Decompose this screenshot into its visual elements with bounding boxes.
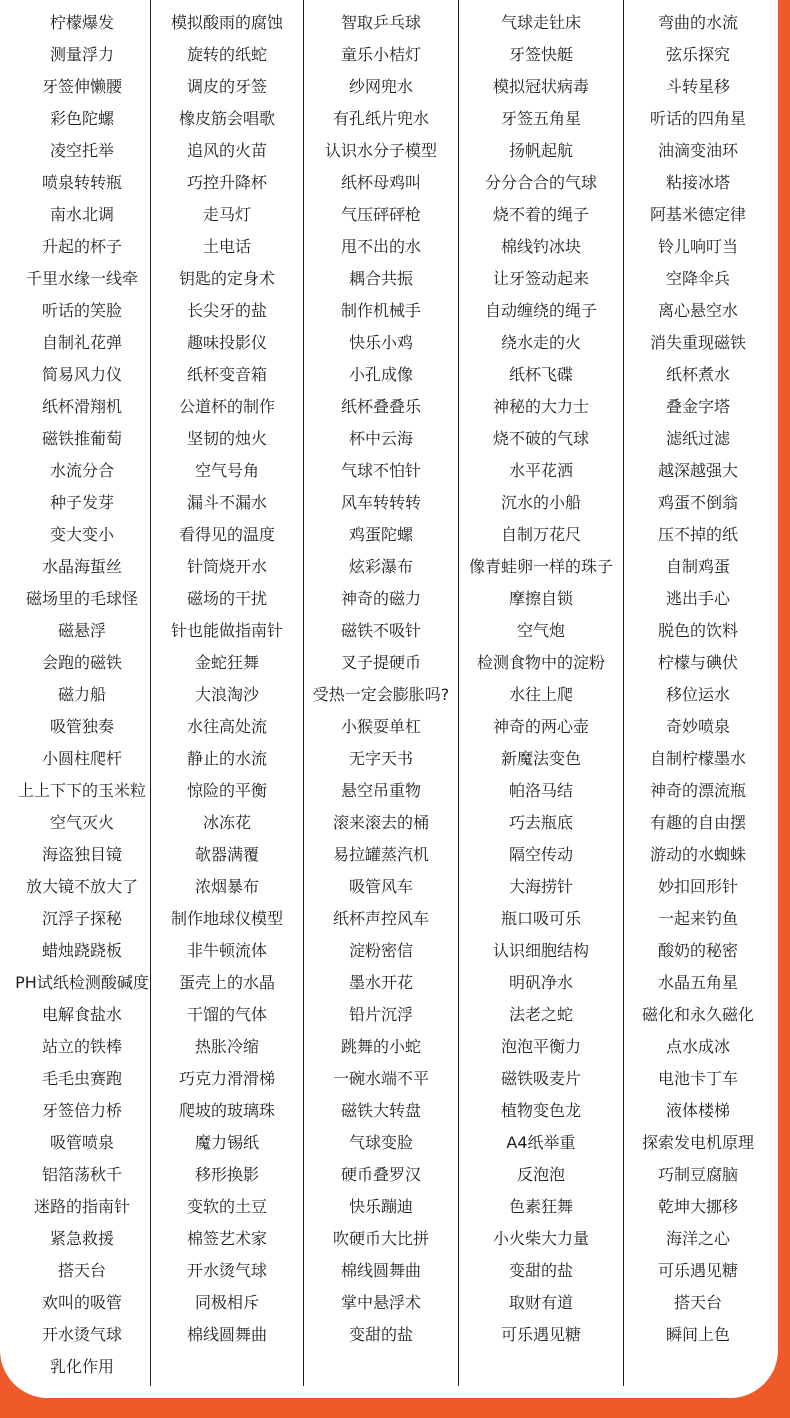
experiment-item: 炫彩瀑布 xyxy=(348,557,413,576)
experiment-item: 气球变脸 xyxy=(348,1133,413,1152)
experiment-item: 同极相斥 xyxy=(194,1293,259,1312)
experiment-item: 空气炮 xyxy=(516,621,565,640)
experiment-item: 可乐遇见糖 xyxy=(657,1261,738,1280)
experiment-item: 乾坤大挪移 xyxy=(657,1197,738,1216)
experiment-item: 看得见的温度 xyxy=(178,525,275,544)
experiment-item: 水往上爬 xyxy=(508,685,573,704)
experiment-item: 神秘的大力士 xyxy=(492,397,589,416)
experiment-item: 巧控升降杯 xyxy=(186,173,267,192)
experiment-item: 扬帆起航 xyxy=(508,141,573,160)
experiment-item: 彩色陀螺 xyxy=(49,109,114,128)
experiment-item: 纸杯声控风车 xyxy=(332,909,429,928)
experiment-item: 摩擦自锁 xyxy=(508,589,573,608)
experiment-item: 听话的四角星 xyxy=(649,109,746,128)
experiment-item: 磁化和永久磁化 xyxy=(641,1005,754,1024)
experiment-item: 逃出手心 xyxy=(665,589,730,608)
experiment-item: 智取乒乓球 xyxy=(340,13,421,32)
experiment-item: 一起来钓鱼 xyxy=(657,909,738,928)
experiment-item: 瓶口吸可乐 xyxy=(500,909,581,928)
experiment-item: 针也能做指南针 xyxy=(170,621,283,640)
experiment-item: 认识水分子模型 xyxy=(324,141,437,160)
experiment-item: 爬坡的玻璃珠 xyxy=(178,1101,275,1120)
experiment-item: 小圆柱爬杆 xyxy=(41,749,122,768)
experiment-item: 欢叫的吸管 xyxy=(41,1293,122,1312)
experiment-item: 漏斗不漏水 xyxy=(186,493,267,512)
experiment-item: 受热一定会膨胀吗? xyxy=(312,685,450,704)
experiment-item: 上上下下的玉米粒 xyxy=(17,781,146,800)
experiment-item: 开水烫气球 xyxy=(186,1261,267,1280)
experiment-item: 欹器满覆 xyxy=(194,845,259,864)
experiment-item: 泡泡平衡力 xyxy=(500,1037,581,1056)
experiment-item: 探索发电机原理 xyxy=(641,1133,754,1152)
experiment-item: 烧不着的绳子 xyxy=(492,205,589,224)
experiment-item: 易拉罐蒸汽机 xyxy=(332,845,429,864)
experiment-item: 水往高处流 xyxy=(186,717,267,736)
experiment-item: 杯中云海 xyxy=(348,429,413,448)
experiment-item: 耦合共振 xyxy=(348,269,413,288)
experiment-item: 变软的土豆 xyxy=(186,1197,267,1216)
experiment-item: 毛毛虫赛跑 xyxy=(41,1069,122,1088)
experiment-item: 磁铁大转盘 xyxy=(340,1101,421,1120)
experiment-item: 磁场的干扰 xyxy=(186,589,267,608)
experiment-item: 新魔法变色 xyxy=(500,749,581,768)
experiment-item: 旋转的纸蛇 xyxy=(186,45,267,64)
experiment-item: 非牛顿流体 xyxy=(186,941,267,960)
experiment-item: 海洋之心 xyxy=(665,1229,730,1248)
experiment-item: 水平花洒 xyxy=(508,461,573,480)
experiment-item: 奇妙喷泉 xyxy=(665,717,730,736)
experiment-item: 滚来滚去的桶 xyxy=(332,813,429,832)
experiment-item: 铅片沉浮 xyxy=(348,1005,413,1024)
experiment-item: 千里水缘一线牵 xyxy=(25,269,138,288)
experiment-item: 土电话 xyxy=(202,237,251,256)
experiment-item: 小火柴大力量 xyxy=(492,1229,589,1248)
experiment-item: 简易风力仪 xyxy=(41,365,122,384)
experiment-item: 蜡烛跷跷板 xyxy=(41,941,122,960)
experiment-item: 橡皮筋会唱歌 xyxy=(178,109,275,128)
experiment-item: 站立的铁棒 xyxy=(41,1037,122,1056)
experiment-item: 模拟冠状病毒 xyxy=(492,77,589,96)
experiment-item: 自制万花尺 xyxy=(500,525,581,544)
experiment-item: 测量浮力 xyxy=(49,45,114,64)
experiment-item: 坚韧的烛火 xyxy=(186,429,267,448)
experiment-item: 金蛇狂舞 xyxy=(194,653,259,672)
experiment-item: 会跑的磁铁 xyxy=(41,653,122,672)
experiment-item: 公道杯的制作 xyxy=(178,397,275,416)
experiment-item: 空气号角 xyxy=(194,461,259,480)
experiment-item: 电池卡丁车 xyxy=(657,1069,738,1088)
experiment-item: 浓烟暴布 xyxy=(194,877,259,896)
experiment-item: 淀粉密信 xyxy=(348,941,413,960)
experiment-item: 牙签倍力桥 xyxy=(41,1101,122,1120)
experiment-item: 小猴耍单杠 xyxy=(340,717,421,736)
experiment-item: 吸管喷泉 xyxy=(49,1133,114,1152)
experiment-item: 乳化作用 xyxy=(49,1357,114,1376)
experiment-item: 移位运水 xyxy=(665,685,730,704)
experiment-item: 绕水走的火 xyxy=(500,333,581,352)
experiment-item: 取财有道 xyxy=(508,1293,573,1312)
experiment-item: 液体楼梯 xyxy=(665,1101,730,1120)
experiment-item: 悬空吊重物 xyxy=(340,781,421,800)
experiment-item: 鸡蛋不倒翁 xyxy=(657,493,738,512)
experiment-column-1 xyxy=(14,0,150,1386)
experiment-item: 纸杯滑翔机 xyxy=(41,397,122,416)
experiment-item: 南水北调 xyxy=(49,205,114,224)
experiment-item: 热胀冷缩 xyxy=(194,1037,259,1056)
experiment-item: 压不掉的纸 xyxy=(657,525,738,544)
experiment-item: 弦乐探究 xyxy=(665,45,730,64)
experiment-item: 蛋壳上的水晶 xyxy=(178,973,275,992)
experiment-item: 静止的水流 xyxy=(186,749,267,768)
experiment-item: 法老之蛇 xyxy=(508,1005,573,1024)
experiment-item: PH试纸检测酸碱度 xyxy=(15,973,149,992)
experiment-item: 神奇的两心壶 xyxy=(492,717,589,736)
column-divider xyxy=(458,0,459,1386)
experiment-item: 水晶海蜇丝 xyxy=(41,557,122,576)
experiment-item: 消失重现磁铁 xyxy=(649,333,746,352)
experiment-item: 惊险的平衡 xyxy=(186,781,267,800)
experiment-item: 棉线圆舞曲 xyxy=(186,1325,267,1344)
experiment-item: 磁悬浮 xyxy=(57,621,106,640)
experiment-item: 纸杯叠叠乐 xyxy=(340,397,421,416)
experiment-item: 磁力船 xyxy=(57,685,106,704)
experiment-item: 风车转转转 xyxy=(340,493,421,512)
experiment-item: 魔力锡纸 xyxy=(194,1133,259,1152)
experiment-item: 鸡蛋陀螺 xyxy=(348,525,413,544)
experiment-item: 铃儿响叮当 xyxy=(657,237,738,256)
experiment-column-5 xyxy=(624,0,772,1386)
experiment-item: 磁铁推葡萄 xyxy=(41,429,122,448)
experiment-item: 神奇的漂流瓶 xyxy=(649,781,746,800)
experiment-item: 小孔成像 xyxy=(348,365,413,384)
experiment-item: 一碗水端不平 xyxy=(332,1069,429,1088)
experiment-item: 吹硬币大比拼 xyxy=(332,1229,429,1248)
experiment-item: 搭天台 xyxy=(57,1261,106,1280)
experiment-item: 制作机械手 xyxy=(340,301,421,320)
experiment-item: 巧克力滑滑梯 xyxy=(178,1069,275,1088)
experiment-item: 搭天台 xyxy=(673,1293,722,1312)
experiment-item: 磁场里的毛球怪 xyxy=(25,589,138,608)
experiment-column-4 xyxy=(460,0,622,1386)
experiment-item: 模拟酸雨的腐蚀 xyxy=(170,13,283,32)
experiment-item: 牙签伸懒腰 xyxy=(41,77,122,96)
experiment-item: 自制礼花弹 xyxy=(41,333,122,352)
experiment-item: 变大变小 xyxy=(49,525,114,544)
experiment-item: 脱色的饮料 xyxy=(657,621,738,640)
experiment-item: 迷路的指南针 xyxy=(33,1197,130,1216)
experiment-item: 妙扣回形针 xyxy=(657,877,738,896)
experiment-item: 长尖牙的盐 xyxy=(186,301,267,320)
experiment-item: 像青蛙卵一样的珠子 xyxy=(468,557,613,576)
experiment-item: 童乐小桔灯 xyxy=(340,45,421,64)
experiment-item: 海盗独目镜 xyxy=(41,845,122,864)
experiment-item: 针筒烧开水 xyxy=(186,557,267,576)
experiment-item: 滤纸过滤 xyxy=(665,429,730,448)
experiment-item: 掌中悬浮术 xyxy=(340,1293,421,1312)
experiment-item: 种子发芽 xyxy=(49,493,114,512)
experiment-item: 植物变色龙 xyxy=(500,1101,581,1120)
experiment-item: 瞬间上色 xyxy=(665,1325,730,1344)
experiment-item: 阿基米德定律 xyxy=(649,205,746,224)
experiment-item: 斗转星移 xyxy=(665,77,730,96)
experiment-item: 牙签快艇 xyxy=(508,45,573,64)
experiment-item: 空降伞兵 xyxy=(665,269,730,288)
experiment-item: 纸杯母鸡叫 xyxy=(340,173,421,192)
experiment-item: 自制柠檬墨水 xyxy=(649,749,746,768)
experiment-item: 可乐遇见糖 xyxy=(500,1325,581,1344)
experiment-item: 纸杯变音箱 xyxy=(186,365,267,384)
experiment-item: 磁铁吸麦片 xyxy=(500,1069,581,1088)
experiment-item: 大海捞针 xyxy=(508,877,573,896)
experiment-item: 叉子提硬币 xyxy=(340,653,421,672)
experiment-item: 帕洛马结 xyxy=(508,781,573,800)
experiment-item: 棉签艺术家 xyxy=(186,1229,267,1248)
experiment-item: 追风的火苗 xyxy=(186,141,267,160)
experiment-item: 铝箔荡秋千 xyxy=(41,1165,122,1184)
experiment-item: 检测食物中的淀粉 xyxy=(476,653,605,672)
experiment-item: 无字天书 xyxy=(348,749,413,768)
experiment-item: 反泡泡 xyxy=(516,1165,565,1184)
experiment-item: 甩不出的水 xyxy=(340,237,421,256)
experiment-item: 粘接冰塔 xyxy=(665,173,730,192)
experiment-item: 凌空托举 xyxy=(49,141,114,160)
experiment-item: 硬币叠罗汉 xyxy=(340,1165,421,1184)
column-divider xyxy=(150,0,151,1386)
experiment-item: 听话的笑脸 xyxy=(41,301,122,320)
experiment-item: 弯曲的水流 xyxy=(657,13,738,32)
experiment-item: 变甜的盐 xyxy=(348,1325,413,1344)
experiment-item: 隔空传动 xyxy=(508,845,573,864)
experiment-item: 吸管独奏 xyxy=(49,717,114,736)
experiment-item: 紧急救援 xyxy=(49,1229,114,1248)
experiment-item: 分分合合的气球 xyxy=(484,173,597,192)
experiment-item: 空气灭火 xyxy=(49,813,114,832)
experiment-item: 水晶五角星 xyxy=(657,973,738,992)
experiment-item: 移形换影 xyxy=(194,1165,259,1184)
experiment-item: 吸管风车 xyxy=(348,877,413,896)
experiment-item: 变甜的盐 xyxy=(508,1261,573,1280)
experiment-item: 油滴变油环 xyxy=(657,141,738,160)
experiment-item: A4纸举重 xyxy=(506,1133,576,1152)
experiment-item: 沉浮子探秘 xyxy=(41,909,122,928)
experiment-item: 开水烫气球 xyxy=(41,1325,122,1344)
experiment-item: 趣味投影仪 xyxy=(186,333,267,352)
experiment-item: 大浪淘沙 xyxy=(194,685,259,704)
experiment-item: 快乐蹦迪 xyxy=(348,1197,413,1216)
experiment-item: 气球不怕针 xyxy=(340,461,421,480)
experiment-item: 烧不破的气球 xyxy=(492,429,589,448)
experiment-item: 喷泉转转瓶 xyxy=(41,173,122,192)
experiment-item: 离心悬空水 xyxy=(657,301,738,320)
experiment-item: 制作地球仪模型 xyxy=(170,909,283,928)
experiment-item: 有趣的自由摆 xyxy=(649,813,746,832)
experiment-item: 棉线圆舞曲 xyxy=(340,1261,421,1280)
experiment-item: 磁铁不吸针 xyxy=(340,621,421,640)
experiment-item: 点水成冰 xyxy=(665,1037,730,1056)
experiment-item: 巧去瓶底 xyxy=(508,813,573,832)
experiment-item: 自动缠绕的绳子 xyxy=(484,301,597,320)
experiment-item: 自制鸡蛋 xyxy=(665,557,730,576)
experiment-item: 酸奶的秘密 xyxy=(657,941,738,960)
experiment-item: 气球走钍床 xyxy=(500,13,581,32)
experiment-item: 升起的杯子 xyxy=(41,237,122,256)
experiment-item: 放大镜不放大了 xyxy=(25,877,138,896)
experiment-item: 调皮的牙签 xyxy=(186,77,267,96)
experiment-column-2 xyxy=(152,0,302,1386)
experiment-item: 电解食盐水 xyxy=(41,1005,122,1024)
experiment-item: 牙签五角星 xyxy=(500,109,581,128)
experiment-item: 巧制豆腐脑 xyxy=(657,1165,738,1184)
experiment-item: 柠檬爆发 xyxy=(49,13,114,32)
experiment-item: 纱网兜水 xyxy=(348,77,413,96)
experiment-item: 水流分合 xyxy=(49,461,114,480)
experiment-item: 干馏的气体 xyxy=(186,1005,267,1024)
experiment-item: 叠金字塔 xyxy=(665,397,730,416)
experiment-item: 冰冻花 xyxy=(202,813,251,832)
experiment-item: 有孔纸片兜水 xyxy=(332,109,429,128)
experiment-item: 钥匙的定身术 xyxy=(178,269,275,288)
experiment-item: 棉线钓冰块 xyxy=(500,237,581,256)
experiment-item: 气压砰砰枪 xyxy=(340,205,421,224)
experiment-item: 跳舞的小蛇 xyxy=(340,1037,421,1056)
experiment-item: 柠檬与碘伏 xyxy=(657,653,738,672)
experiment-item: 纸杯煮水 xyxy=(665,365,730,384)
experiment-item: 墨水开花 xyxy=(348,973,413,992)
experiment-item: 明矾净水 xyxy=(508,973,573,992)
experiment-item: 沉水的小船 xyxy=(500,493,581,512)
experiment-item: 游动的水蜘蛛 xyxy=(649,845,746,864)
experiment-item: 快乐小鸡 xyxy=(348,333,413,352)
experiment-column-3 xyxy=(304,0,458,1386)
experiment-item: 让牙签动起来 xyxy=(492,269,589,288)
experiment-item: 纸杯飞碟 xyxy=(508,365,573,384)
experiment-item: 认识细胞结构 xyxy=(492,941,589,960)
experiment-item: 越深越强大 xyxy=(657,461,738,480)
experiment-item: 走马灯 xyxy=(202,205,251,224)
experiment-item: 神奇的磁力 xyxy=(340,589,421,608)
experiment-item: 色素狂舞 xyxy=(508,1197,573,1216)
